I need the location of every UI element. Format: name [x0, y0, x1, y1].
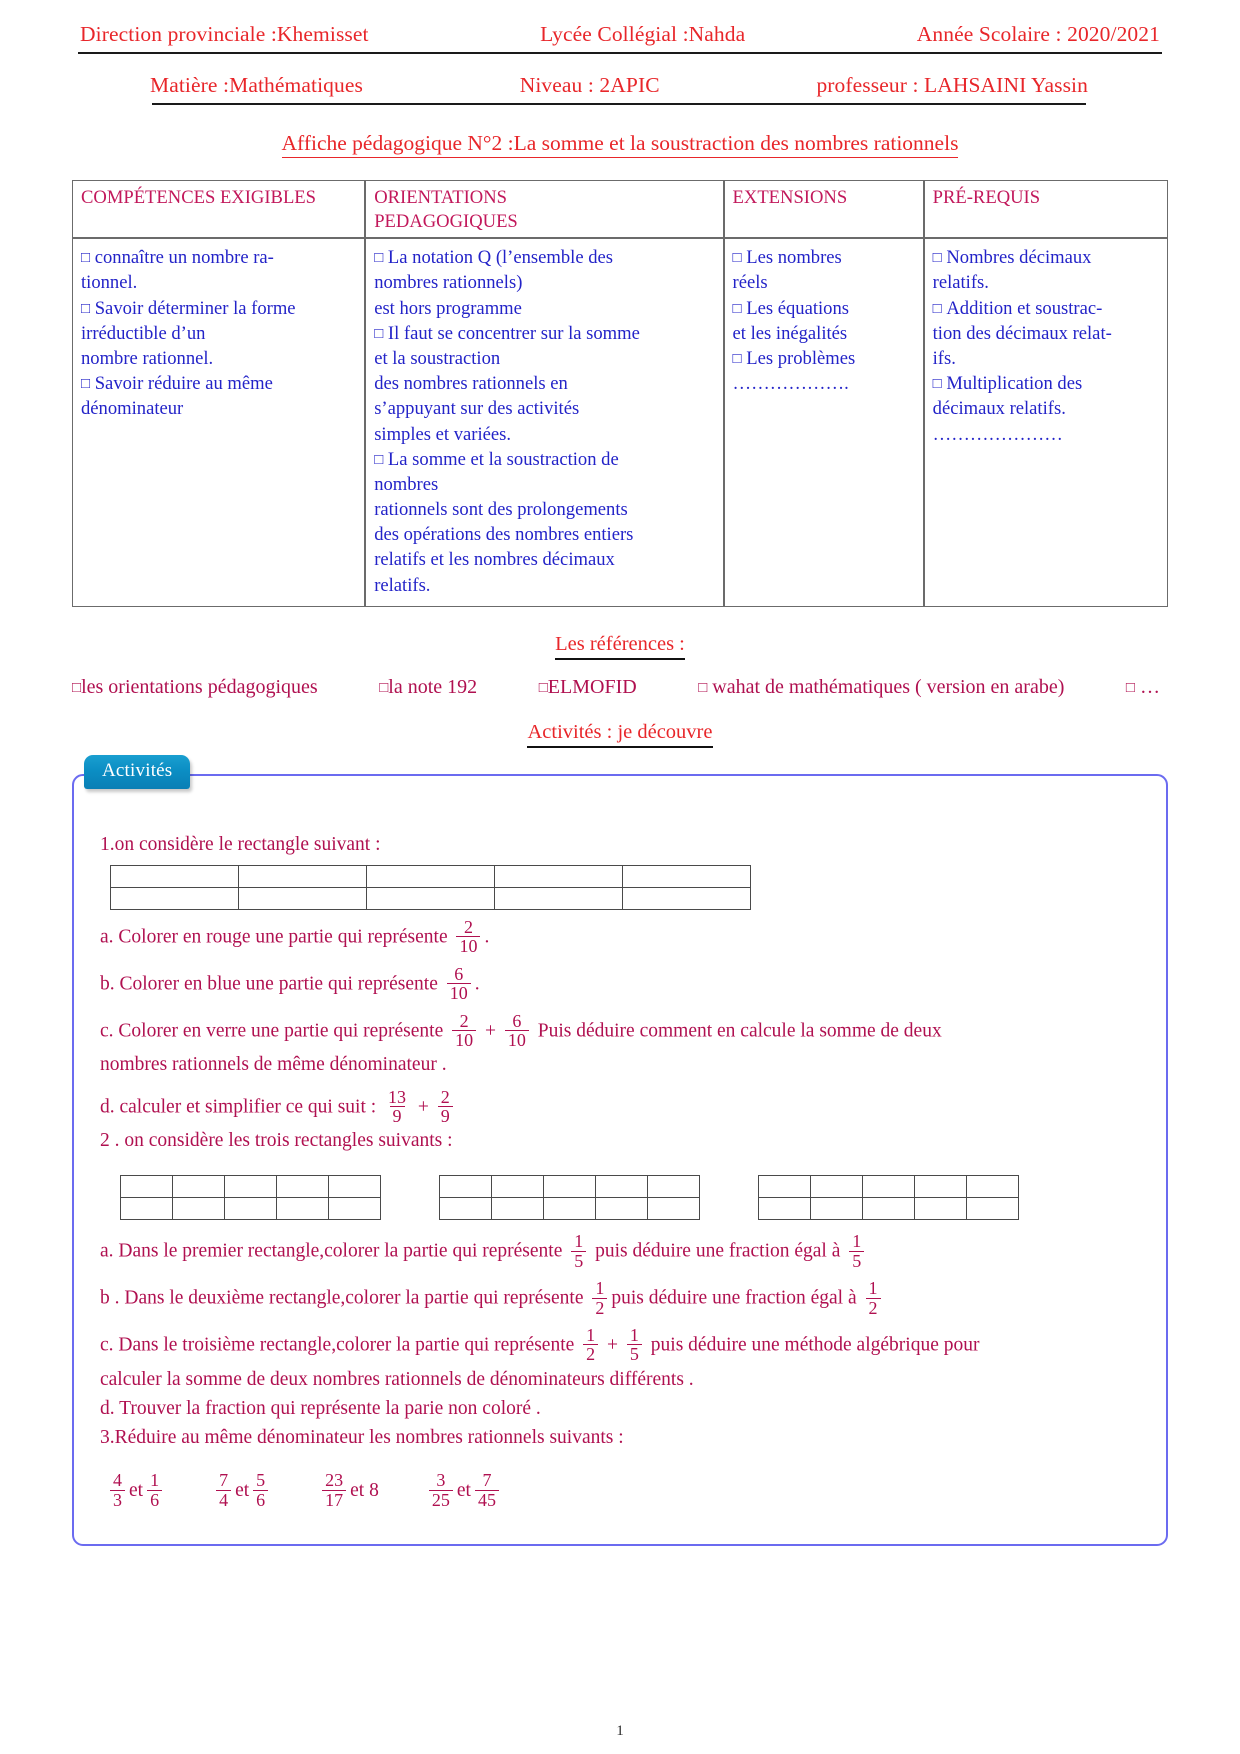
references-list	[72, 676, 1168, 699]
grid-cell[interactable]	[277, 1176, 329, 1198]
grid-row	[111, 866, 751, 888]
grid-cell[interactable]	[329, 1176, 381, 1198]
orientation-item-2-cont3: s’appuyant sur des activités	[374, 398, 580, 420]
competence-item-3: □ Savoir réduire au même	[81, 373, 273, 395]
cell-competences	[72, 238, 365, 607]
checkbox-icon: □	[932, 376, 942, 393]
fraction: $\frac{2}{10}$	[456, 918, 480, 956]
grid-row	[759, 1176, 1019, 1198]
table-header-prerequis: PRÉ-REQUIS	[924, 180, 1168, 238]
grid-cell[interactable]	[967, 1198, 1019, 1220]
question-3-fraction-list	[100, 1472, 1140, 1510]
grid-cell[interactable]	[623, 866, 751, 888]
cell-extensions	[724, 238, 924, 607]
rectangle-grid-row	[110, 1169, 1140, 1224]
checkbox-icon: □	[379, 679, 389, 696]
rectangle-grid-2a	[120, 1175, 381, 1220]
checkbox-icon: □	[932, 250, 942, 267]
orientation-item-1-cont2: est hors programme	[374, 297, 522, 319]
competence-item-2-cont: irréductible d’un	[81, 322, 206, 344]
checkbox-icon: □	[81, 250, 91, 267]
question-2c-line2: calculer la somme de deux nombres rationnels de dénominateurs différents .	[100, 1368, 694, 1390]
grid-cell[interactable]	[495, 866, 623, 888]
table-body-row	[72, 238, 1168, 607]
grid-cell[interactable]	[863, 1198, 915, 1220]
extension-item-3: □ Les problèmes	[732, 347, 856, 369]
page-title	[72, 131, 1168, 156]
reference-item: □ …	[1125, 675, 1160, 698]
grid-cell[interactable]	[967, 1176, 1019, 1198]
references-heading-text: Les références :	[555, 633, 685, 660]
fraction: $\frac{2}{10}$	[452, 1012, 476, 1050]
separator: et	[456, 1480, 471, 1502]
extension-dots: ……………….	[732, 373, 849, 395]
fraction: $\frac{7}{45}$	[475, 1471, 499, 1509]
table-header-orientations: ORIENTATIONS PEDAGOGIQUES	[365, 180, 723, 238]
orientation-item-3-cont: nombres	[374, 473, 439, 495]
checkbox-icon: □	[72, 679, 82, 696]
grid-cell[interactable]	[440, 1176, 492, 1198]
checkbox-icon: □	[932, 300, 942, 317]
grid-row	[759, 1198, 1019, 1220]
checkbox-icon: □	[81, 300, 91, 317]
fraction: $\frac{1}{2}$	[583, 1326, 598, 1364]
grid-cell[interactable]	[495, 888, 623, 910]
question-1b: b. Colorer en blue une partie qui représente $\frac{6}{10}$ .	[100, 963, 480, 1004]
grid-cell[interactable]	[277, 1198, 329, 1220]
grid-cell[interactable]	[596, 1198, 648, 1220]
orientation-item-1-cont: nombres rationnels)	[374, 272, 523, 294]
grid-cell[interactable]	[329, 1198, 381, 1220]
checkbox-icon: □	[81, 376, 91, 393]
checkbox-icon: □	[374, 250, 384, 267]
competence-item-3-cont: dénominateur	[81, 398, 184, 420]
grid-cell[interactable]	[759, 1198, 811, 1220]
fraction-pair	[106, 1472, 166, 1510]
extension-item-1-cont: réels	[732, 272, 768, 294]
cell-orientations	[365, 238, 723, 607]
question-1a: a. Colorer en rouge une partie qui représente $\frac{2}{10}$ .	[100, 917, 490, 957]
grid-cell[interactable]	[596, 1176, 648, 1198]
grid-cell[interactable]	[367, 888, 495, 910]
reference-item: □ELMOFID	[538, 675, 637, 698]
grid-row	[111, 888, 751, 910]
reference-item: □les orientations pédagogiques	[72, 675, 318, 698]
checkbox-icon: □	[732, 250, 742, 267]
grid-cell[interactable]	[811, 1176, 863, 1198]
fraction: $\frac{1}{2}$	[866, 1279, 881, 1317]
question-2c: c. Dans le troisième rectangle,colorer la partie qui représente $\frac{1}{2}$ + $\frac{1}{5}$ puis déduire une méthode algébrique pour	[100, 1324, 980, 1365]
orientation-item-3-cont3: des opérations des nombres entiers	[374, 524, 634, 546]
grid-cell[interactable]	[623, 888, 751, 910]
competency-table	[72, 180, 1168, 607]
grid-cell[interactable]	[111, 866, 239, 888]
fraction: $\frac{1}{5}$	[627, 1326, 642, 1364]
grid-cell[interactable]	[239, 888, 367, 910]
question-1-intro: 1.on considère le rectangle suivant :	[100, 833, 381, 855]
grid-cell[interactable]	[367, 866, 495, 888]
checkbox-icon: □	[538, 679, 548, 696]
niveau: Niveau : 2APIC	[519, 73, 660, 97]
orientation-item-3-cont5: relatifs.	[374, 574, 431, 596]
grid-cell[interactable]	[759, 1176, 811, 1198]
fraction: $\frac{1}{5}$	[849, 1232, 864, 1270]
table-header-extensions: EXTENSIONS	[724, 180, 924, 238]
grid-row	[440, 1198, 700, 1220]
direction-provinciale: Direction provinciale :Khemisset	[80, 22, 369, 46]
question-1c-line2: nombres rationnels de même dénominateur .	[100, 1054, 447, 1076]
checkbox-icon: □	[732, 300, 742, 317]
grid-cell[interactable]	[239, 866, 367, 888]
table-header-competences: COMPÉTENCES EXIGIBLES	[72, 180, 365, 238]
orientation-item-1: □ La notation Q (l’ensemble des	[374, 247, 614, 269]
professeur: professeur : LAHSAINI Yassin	[816, 73, 1088, 97]
grid-cell[interactable]	[173, 1176, 225, 1198]
grid-cell[interactable]	[915, 1176, 967, 1198]
activities-tab-badge: Activités	[84, 755, 190, 789]
orientation-item-2: □ Il faut se concentrer sur la somme	[374, 322, 640, 344]
table-header-row	[72, 180, 1168, 238]
grid-cell[interactable]	[544, 1176, 596, 1198]
grid-cell[interactable]	[121, 1176, 173, 1198]
rectangle-grid-2b	[439, 1175, 700, 1220]
page-number: 1	[616, 1723, 624, 1739]
operator: +	[607, 1334, 619, 1356]
question-2a: a. Dans le premier rectangle,colorer la partie qui représente $\frac{1}{5}$ puis déduire une fraction égal à $\frac{1}{5}$	[100, 1233, 1140, 1271]
checkbox-icon: □	[698, 679, 708, 696]
header-divider-2	[152, 103, 1086, 105]
lycee-name: Lycée Collégial :Nahda	[540, 22, 746, 46]
prerequis-item-2-cont: tion des décimaux relat-	[932, 322, 1112, 344]
fraction: $\frac{3}{25}$	[429, 1471, 453, 1509]
checkbox-icon: □	[374, 451, 384, 468]
activities-box	[72, 774, 1168, 1546]
fraction: $\frac{1}{6}$	[147, 1471, 162, 1509]
fraction: $\frac{1}{5}$	[571, 1232, 586, 1270]
grid-cell[interactable]	[648, 1198, 700, 1220]
checkbox-icon: □	[732, 350, 742, 367]
fraction: $\frac{2}{9}$	[438, 1088, 453, 1126]
rectangle-grid-1	[110, 865, 751, 910]
grid-cell[interactable]	[121, 1198, 173, 1220]
rectangle-grid-2c	[758, 1175, 1019, 1220]
competence-item-2-cont2: nombre rationnel.	[81, 347, 214, 369]
annee-scolaire: Année Scolaire : 2020/2021	[916, 22, 1160, 46]
question-1d: d. calculer et simplifier ce qui suit : $\frac{13}{9}$ + $\frac{2}{9}$	[100, 1089, 1140, 1127]
grid-cell[interactable]	[492, 1176, 544, 1198]
orientation-item-3-cont4: relatifs et les nombres décimaux	[374, 549, 615, 571]
orientation-item-2-cont: et la soustraction	[374, 347, 501, 369]
reference-item: □ wahat de mathématiques ( version en arabe)	[698, 675, 1065, 698]
grid-cell[interactable]	[492, 1198, 544, 1220]
grid-row	[121, 1176, 381, 1198]
question-2b: b . Dans le deuxième rectangle,colorer la partie qui représente $\frac{1}{2}$ puis déduire une fraction égal à $\frac{1}{2}$	[100, 1280, 1140, 1318]
separator: et	[129, 1480, 144, 1502]
fraction: $\frac{7}{4}$	[216, 1471, 231, 1509]
grid-cell[interactable]	[811, 1198, 863, 1220]
orientation-item-2-cont2: des nombres rationnels en	[374, 373, 568, 395]
question-3-intro: 3.Réduire au même dénominateur les nombres rationnels suivants :	[100, 1427, 624, 1449]
fraction: $\frac{1}{2}$	[592, 1279, 607, 1317]
fraction: $\frac{23}{17}$	[322, 1471, 346, 1509]
header-row-2	[72, 73, 1168, 98]
grid-row	[440, 1176, 700, 1198]
fraction-pair	[318, 1472, 379, 1510]
cell-prerequis	[924, 238, 1168, 607]
grid-cell[interactable]	[544, 1198, 596, 1220]
prerequis-item-1: □ Nombres décimaux	[932, 247, 1092, 269]
checkbox-icon: □	[374, 325, 384, 342]
grid-cell[interactable]	[648, 1176, 700, 1198]
grid-cell[interactable]	[225, 1176, 277, 1198]
question-1c: c. Colorer en verre une partie qui représente $\frac{2}{10}$ + $\frac{6}{10}$ Puis déduire comment en calcule la somme de deux	[100, 1010, 942, 1050]
operator: +	[417, 1095, 429, 1117]
question-2d: d. Trouver la fraction qui représente la parie non coloré .	[100, 1397, 541, 1419]
activities-heading-text: Activités : je découvre	[527, 721, 712, 748]
extension-item-2: □ Les équations	[732, 297, 850, 319]
grid-cell[interactable]	[863, 1176, 915, 1198]
operator: +	[485, 1019, 496, 1041]
fraction-pair	[212, 1472, 272, 1510]
prerequis-dots: …………………	[932, 423, 1063, 445]
references-heading	[72, 633, 1168, 656]
orientation-item-2-cont4: simples et variées.	[374, 423, 512, 445]
grid-cell[interactable]	[440, 1198, 492, 1220]
fraction: $\frac{4}{3}$	[110, 1471, 125, 1509]
fraction: $\frac{6}{10}$	[505, 1012, 529, 1050]
grid-cell[interactable]	[225, 1198, 277, 1220]
activities-section	[72, 759, 1168, 1546]
prerequis-item-3: □ Multiplication des	[932, 373, 1083, 395]
competence-item-2: □ Savoir déterminer la forme	[81, 297, 296, 319]
matiere: Matière :Mathématiques	[150, 73, 363, 97]
prerequis-item-2: □ Addition et soustrac-	[932, 297, 1103, 319]
separator: et	[235, 1480, 250, 1502]
activities-heading	[72, 721, 1168, 744]
grid-cell[interactable]	[111, 888, 239, 910]
grid-cell[interactable]	[915, 1198, 967, 1220]
page-title-text: Affiche pédagogique N°2 :La somme et la soustraction des nombres rationnels	[282, 131, 959, 158]
question-2-intro: 2 . on considère les trois rectangles suivants :	[100, 1130, 453, 1152]
extension-item-1: □ Les nombres	[732, 247, 842, 269]
orientation-item-3: □ La somme et la soustraction de	[374, 448, 619, 470]
prerequis-item-1-cont: relatifs.	[932, 272, 989, 294]
reference-item: □la note 192	[379, 675, 478, 698]
grid-cell[interactable]	[173, 1198, 225, 1220]
checkbox-icon: □	[1125, 679, 1135, 696]
fraction: $\frac{13}{9}$	[388, 1086, 407, 1126]
prerequis-item-2-cont2: ifs.	[932, 347, 956, 369]
grid-row	[121, 1198, 381, 1220]
extension-item-2-cont: et les inégalités	[732, 322, 848, 344]
fraction-pair	[425, 1472, 503, 1510]
header-divider-1	[78, 52, 1162, 54]
prerequis-item-3-cont: décimaux relatifs.	[932, 398, 1066, 420]
competence-item-1-cont: tionnel.	[81, 272, 138, 294]
fraction: $\frac{5}{6}$	[253, 1471, 268, 1509]
competence-item-1: □ connaître un nombre ra-	[81, 247, 274, 269]
separator: et 8	[350, 1480, 379, 1502]
orientation-item-3-cont2: rationnels sont des prolongements	[374, 499, 628, 521]
header-row-1	[72, 22, 1168, 47]
fraction: $\frac{6}{10}$	[447, 965, 471, 1003]
